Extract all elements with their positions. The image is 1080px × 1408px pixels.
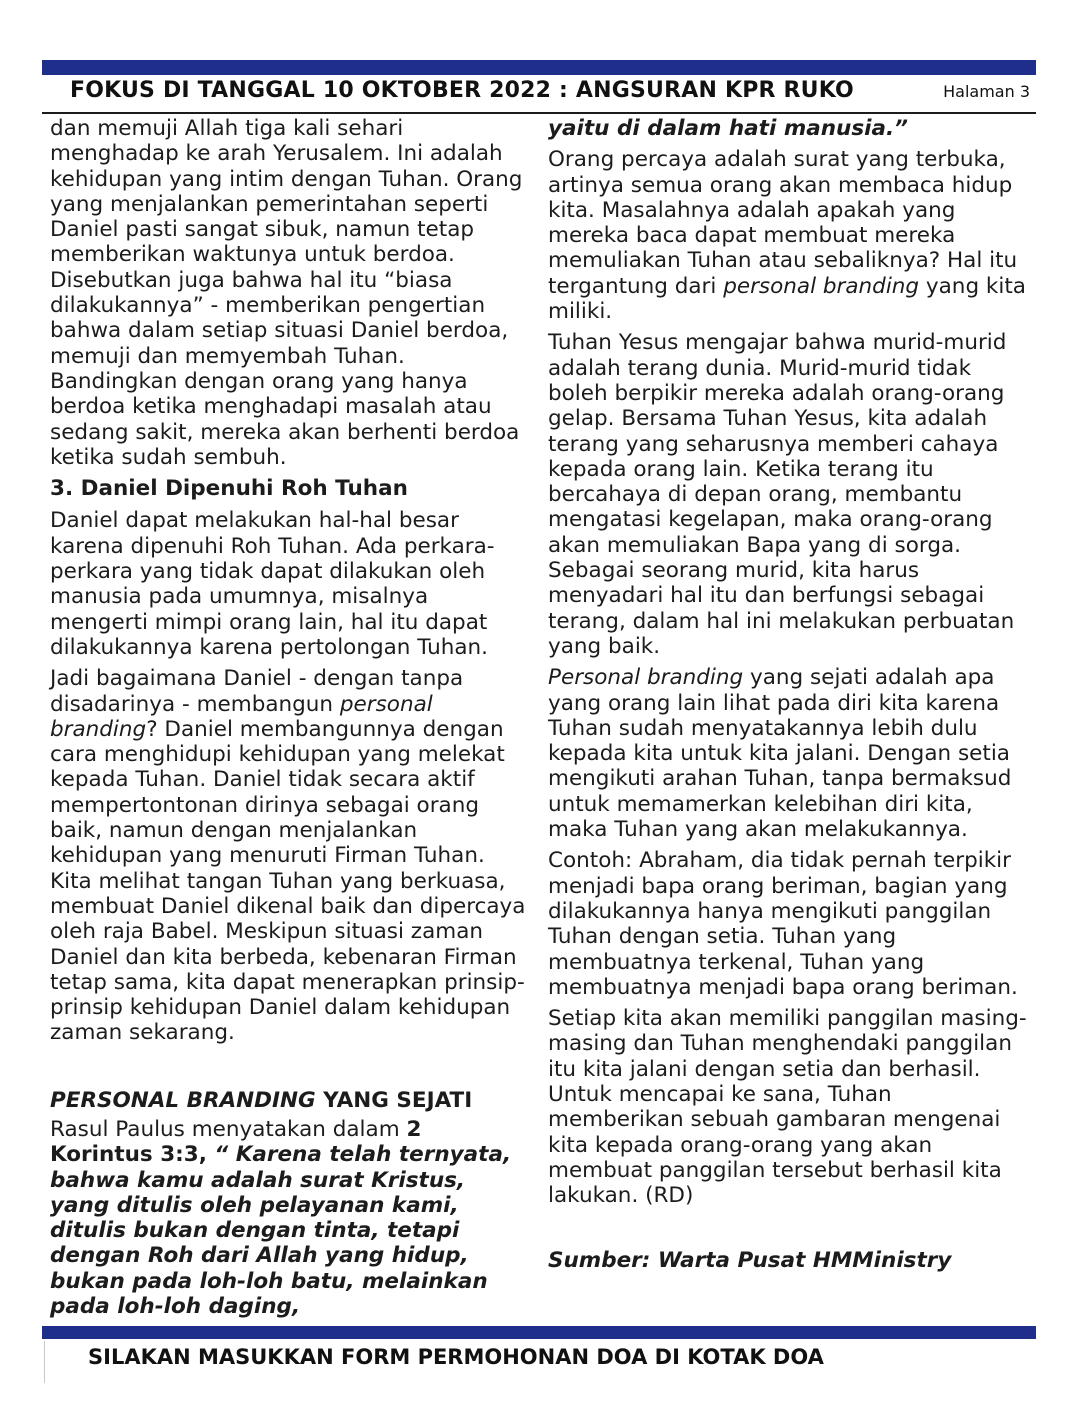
left-paragraph-1: dan memuji Allah tiga kali sehari menghadap ke arah Yerusalem. Ini adalah kehidupan yang intim dengan Tuhan. Orang yang menjalankan pemerintahan seperti Daniel pasti sangat sibuk, namun tetap memberikan waktunya untuk berdoa. Disebutkan juga bahwa hal itu “biasa dilakukannya” - memberikan pengertian bahwa dalam setiap situasi Daniel berdoa, memuji dan memyembah Tuhan. Bandingkan dengan orang yang hanya berdoa ketika menghadapi masalah atau sedang sakit, mereka akan berhenti berdoa ketika sudah sembuh. xyxy=(50,116,523,470)
page-number: Halaman 3 xyxy=(943,82,1030,101)
italic-term: personal branding xyxy=(50,691,433,742)
text-run: Rasul Paulus menyatakan dalam xyxy=(50,1116,407,1142)
left-paragraph-2: Daniel dapat melakukan hal-hal besar karena dipenuhi Roh Tuhan. Ada perkara-perkara yang tidak dapat dilakukan oleh manusia pada umumnya, misalnya mengerti mimpi orang lain, hal itu dapat dilakukannya karena pertolongan Tuhan. xyxy=(50,508,495,660)
page-header-title: FOKUS DI TANGGAL 10 OKTOBER 2022 : ANGSURAN KPR RUKO xyxy=(70,78,854,103)
header-rule xyxy=(42,112,1036,114)
left-paragraph-3 xyxy=(50,666,528,1045)
top-blue-bar xyxy=(42,60,1036,75)
section-heading-daniel: 3. Daniel Dipenuhi Roh Tuhan xyxy=(50,476,408,502)
right-paragraph-4: Contoh: Abraham, dia tidak pernah terpikir menjadi bapa orang beriman, bagian yang dilakukannya hanya mengikuti panggilan Tuhan dengan setia. Tuhan yang membuatnya terkenal, Tuhan yang membuatnya menjadi bapa orang beriman. xyxy=(548,848,1018,1000)
heading-italic-part: PERSONAL BRANDING xyxy=(50,1087,316,1113)
italic-term: Personal branding xyxy=(548,665,744,691)
right-paragraph-5: Setiap kita akan memiliki panggilan masing-masing dan Tuhan menghendaki panggilan itu kita jalani dengan setia dan berhasil. Untuk mencapai ke sana, Tuhan memberikan sebuah gambaran mengenai kita kepada orang-orang yang akan membuat panggilan tersebut berhasil kita lakukan. (RD) xyxy=(548,1006,1027,1209)
text-run: Jadi bagaimana Daniel - dengan tanpa disadarinya - membangun xyxy=(50,666,464,717)
heading-rest: YANG SEJATI xyxy=(315,1087,473,1113)
right-paragraph-2: Tuhan Yesus mengajar bahwa murid-murid adalah terang dunia. Murid-murid tidak boleh berpikir mereka adalah orang-orang gelap. Bersama Tuhan Yesus, kita adalah terang yang seharusnya memberi cahaya kepada orang lain. Ketika terang itu bercahaya di depan orang, membantu mengatasi kegelapan, maka orang-orang akan memuliakan Bapa yang di sorga. Sebagai seorang murid, kita harus menyadari hal itu dan berfungsi sebagai terang, dalam hal ini melakukan perbuatan yang baik. xyxy=(548,330,1015,659)
bible-quote: “ Karena telah ternyata, bahwa kamu adalah surat Kristus, yang ditulis oleh pelayanan kami, ditulis bukan dengan tinta, tetapi dengan Roh dari Allah yang hidup, bukan pada loh-loh batu, melainkan pada loh-loh daging, xyxy=(50,1142,512,1320)
bible-quote-continued: yaitu di dalam hati manusia.” xyxy=(548,116,909,141)
footer-notice: SILAKAN MASUKKAN FORM PERMOHONAN DOA DI KOTAK DOA xyxy=(88,1345,824,1369)
text-run: Orang percaya adalah surat yang terbuka, artinya semua orang akan membaca hidup kita. Masalahnya adalah apakah yang mereka baca dapat membuat mereka memuliakan Tuhan atau sebaliknya? Hal itu tergantung dari xyxy=(548,147,1018,299)
footer-divider xyxy=(44,1341,45,1383)
right-paragraph-1 xyxy=(548,147,1032,324)
text-run: ? Daniel membangunnya dengan cara menghidupi kehidupan yang melekat kepada Tuhan. Daniel tidak secara aktif mempertontonan dirinya sebagai orang baik, namun dengan menjalankan kehidupan yang menuruti Firman Tuhan. Kita melihat tangan Tuhan yang berkuasa, membuat Daniel dikenal baik dan dipercaya oleh raja Babel. Meskipun situasi zaman Daniel dan kita berbeda, kebenaran Firman tetap sama, kita dapat menerapkan prinsip-prinsip kehidupan Daniel dalam kehidupan zaman sekarang. xyxy=(50,716,526,1046)
right-paragraph-3 xyxy=(548,665,1032,842)
section-heading-personal-branding xyxy=(50,1088,528,1113)
left-column xyxy=(50,116,528,1325)
left-paragraph-4 xyxy=(50,1117,528,1319)
source-credit: Sumber: Warta Pusat HMMinistry xyxy=(548,1248,952,1274)
bottom-blue-bar xyxy=(42,1326,1036,1339)
text-run: yang sejati adalah apa yang orang lain lihat pada diri kita karena Tuhan sudah menyatakannya lebih dulu kepada kita untuk kita jalani. Dengan setia mengikuti arahan Tuhan, tanpa bermaksud untuk memamerkan kelebihan diri kita, maka Tuhan yang akan melakukannya. xyxy=(548,665,1012,843)
italic-term: personal branding xyxy=(723,273,920,299)
text-run: yang kita miliki. xyxy=(548,273,1026,325)
right-column xyxy=(548,116,1032,1280)
bible-reference: 2 Korintus 3:3, xyxy=(50,1116,422,1168)
